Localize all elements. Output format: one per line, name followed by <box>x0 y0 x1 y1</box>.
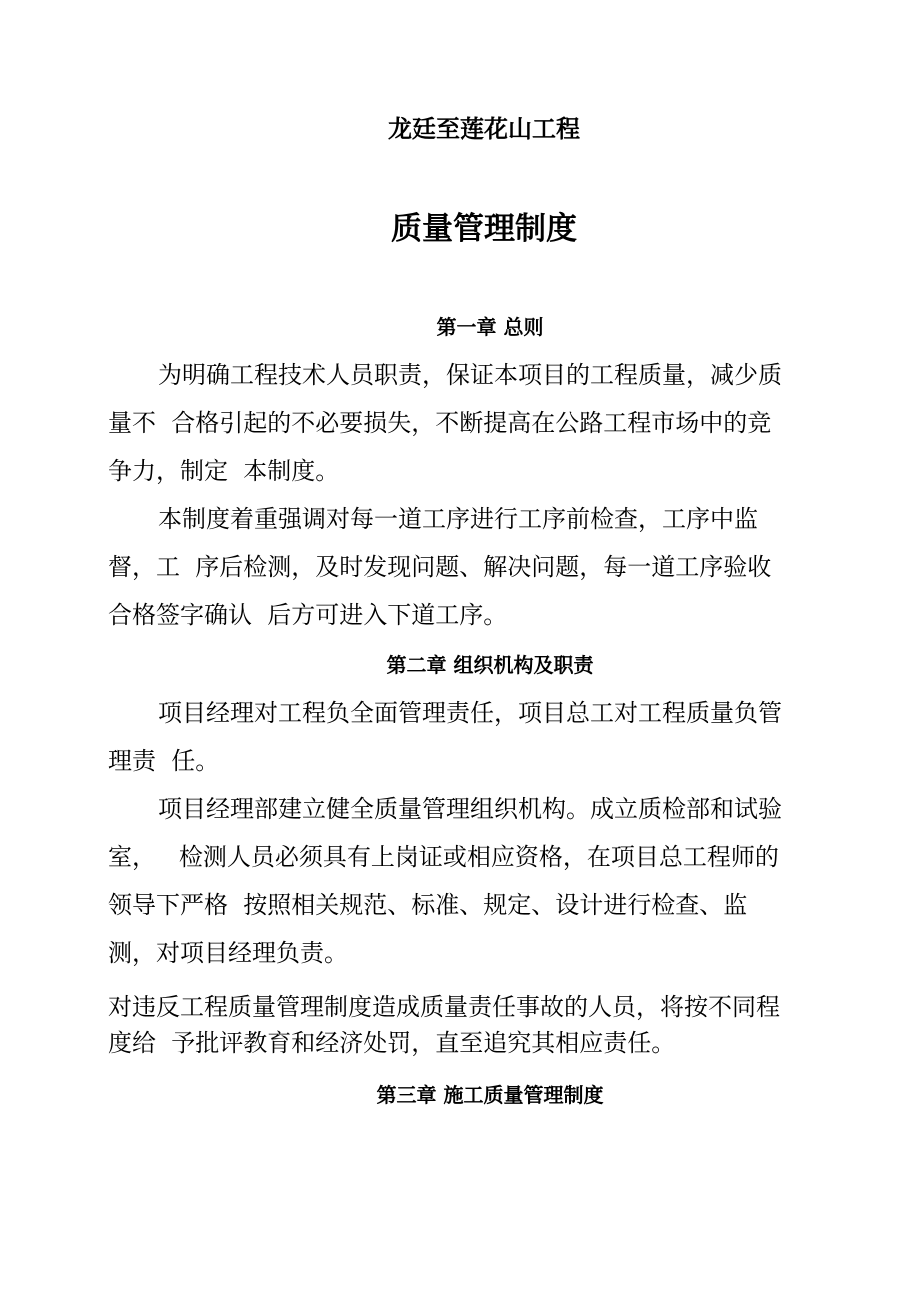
paragraph-line: 合格签字确认 后方可进入下道工序。 <box>108 601 508 629</box>
paragraph-line: 对违反工程质量管理制度造成质量责任事故的人员，将按不同程 <box>108 993 780 1021</box>
chapter-3-heading: 第三章 施工质量管理制度 <box>376 1083 604 1107</box>
chapter-2-heading: 第二章 组织机构及职责 <box>386 653 594 677</box>
paragraph-line: 量不 合格引起的不必要损失，不断提高在公路工程市场中的竞 <box>108 409 772 437</box>
paragraph-line: 本制度着重强调对每一道工序进行工序前检查，工序中监 <box>158 505 758 533</box>
paragraph-line: 为明确工程技术人员职责，保证本项目的工程质量，减少质 <box>158 361 782 389</box>
paragraph-line: 争力，制定 本制度。 <box>108 457 340 485</box>
paragraph-line: 度给 予批评教育和经济处罚，直至追究其相应责任。 <box>108 1029 676 1057</box>
project-title: 龙廷至莲花山工程 <box>388 115 580 143</box>
paragraph-line: 理责 任。 <box>108 747 220 775</box>
paragraph-line: 督，工 序后检测，及时发现问题、解决问题，每一道工序验收 <box>108 553 772 581</box>
paragraph-line: 领导下严格 按照相关规范、标准、规定、设计进行检查、监 <box>108 891 748 919</box>
chapter-1-heading: 第一章 总则 <box>436 315 544 339</box>
paragraph-line: 项目经理部建立健全质量管理组织机构。成立质检部和试验 <box>158 795 782 823</box>
paragraph-line: 项目经理对工程负全面管理责任，项目总工对工程质量负管 <box>158 699 782 727</box>
paragraph-line: 室， 检测人员必须具有上岗证或相应资格，在项目总工程师的 <box>108 843 779 871</box>
document-title: 质量管理制度 <box>391 211 577 247</box>
paragraph-line: 测，对项目经理负责。 <box>108 939 348 967</box>
